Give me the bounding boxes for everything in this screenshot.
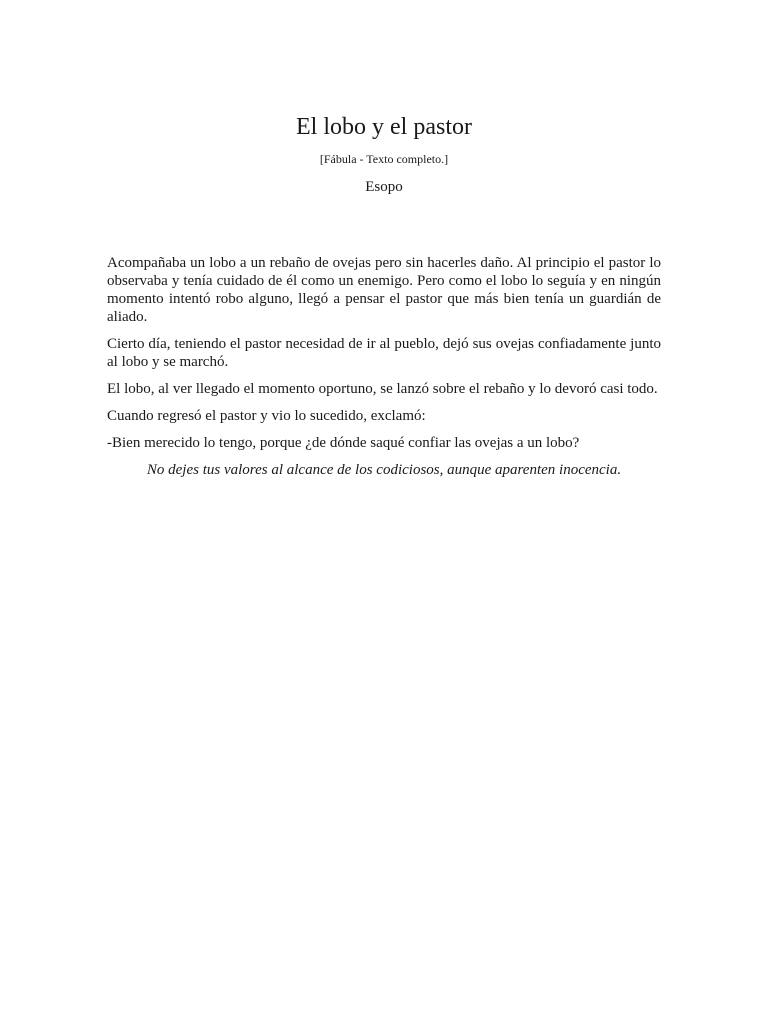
paragraph: El lobo, al ver llegado el momento oportuno, se lanzó sobre el rebaño y lo devoró casi todo.: [107, 381, 658, 397]
document-title: El lobo y el pastor: [296, 114, 472, 140]
document-author: Esopo: [365, 179, 403, 195]
paragraph: Acompañaba un lobo a un rebaño de ovejas pero sin hacerles daño. Al principio el pastor lo observaba y tenía cuidado de él como un enemigo. Pero como el lobo lo seguía y en ningún momento intentó robo alguno, llegó a pensar el pastor que más bien tenía un guardián de aliado.: [107, 255, 661, 325]
paragraph: Cuando regresó el pastor y vio lo sucedido, exclamó:: [107, 408, 426, 424]
paragraph: -Bien merecido lo tengo, porque ¿de dónde saqué confiar las ovejas a un lobo?: [107, 435, 580, 451]
document-genre: [Fábula - Texto completo.]: [319, 152, 449, 166]
moral-text: No dejes tus valores al alcance de los codiciosos, aunque aparenten inocencia.: [146, 462, 622, 478]
document-body: [107, 254, 661, 488]
paragraph: Cierto día, teniendo el pastor necesidad de ir al pueblo, dejó sus ovejas confiadamente junto al lobo y se marchó.: [107, 336, 661, 370]
